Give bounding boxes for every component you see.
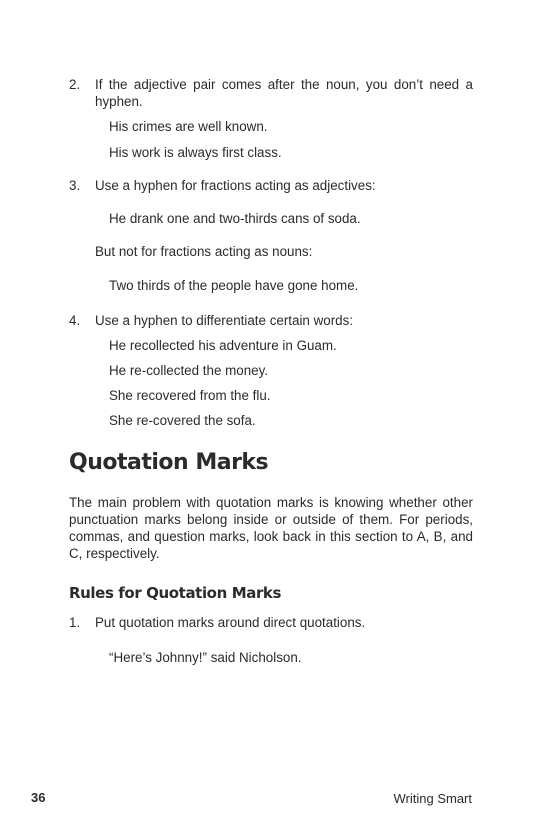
- example-sentence: His crimes are well known.: [109, 119, 268, 134]
- subsection-heading: Rules for Quotation Marks: [69, 584, 282, 602]
- section-heading: Quotation Marks: [69, 450, 269, 475]
- example-sentence: He re-collected the money.: [109, 363, 269, 378]
- example-sentence: He drank one and two-thirds cans of soda.: [109, 211, 361, 226]
- rule-text: If the adjective pair comes after the noun, you don’t need a hyphen.: [95, 77, 473, 109]
- example-sentence: His work is always first class.: [109, 145, 282, 160]
- section-intro-paragraph: The main problem with quotation marks is knowing whether other punctuation marks belong inside or outside of them. For periods, commas, and question marks, look back in this section to A, B, and C, respectively.: [69, 495, 473, 561]
- running-footer-title: Writing Smart: [393, 791, 472, 806]
- rule-text: Use a hyphen for fractions acting as adjectives:: [95, 178, 376, 193]
- contrast-text: But not for fractions acting as nouns:: [95, 244, 313, 259]
- rule-text: Put quotation marks around direct quotations.: [95, 615, 366, 630]
- page-number: 36: [31, 790, 46, 805]
- example-sentence: He recollected his adventure in Guam.: [109, 338, 337, 353]
- list-number: 1.: [69, 615, 81, 630]
- example-sentence: “Here’s Johnny!” said Nicholson.: [109, 650, 302, 665]
- example-sentence: She re-covered the sofa.: [109, 413, 256, 428]
- list-number: 2.: [69, 77, 81, 92]
- rule-text: Use a hyphen to differentiate certain words:: [95, 313, 354, 328]
- list-number: 4.: [69, 313, 81, 328]
- example-sentence: Two thirds of the people have gone home.: [109, 278, 359, 293]
- example-sentence: She recovered from the flu.: [109, 388, 271, 403]
- list-number: 3.: [69, 178, 81, 193]
